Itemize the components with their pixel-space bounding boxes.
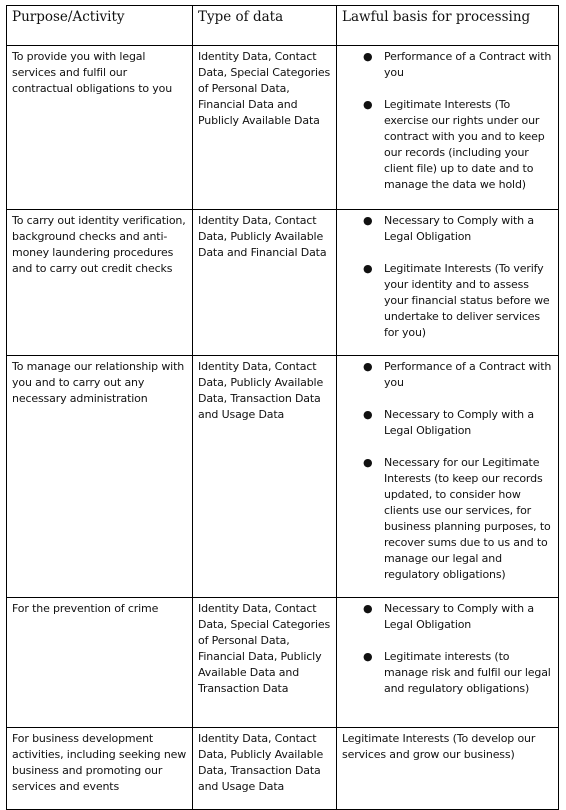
bullet-icon: ● — [363, 408, 373, 421]
bullet-icon: ● — [363, 50, 373, 63]
lawful-basis-cell — [337, 210, 559, 356]
data-type-cell: Identity Data, Contact Data, Special Categories of Personal Data, Financial Data and Publicly Available Data — [193, 46, 337, 210]
list-item — [363, 407, 553, 439]
purpose-cell: For the prevention of crime — [7, 598, 193, 728]
table-row — [7, 728, 559, 810]
basis-text: Performance of a Contract with you — [384, 360, 552, 389]
lawful-basis-cell — [337, 598, 559, 728]
basis-text: Performance of a Contract with you — [384, 50, 552, 79]
basis-text: Necessary to Comply with a Legal Obligation — [384, 214, 534, 243]
list-item — [363, 601, 553, 633]
bullet-icon: ● — [363, 214, 373, 227]
list-item — [363, 261, 553, 341]
purpose-cell: To carry out identity verification, background checks and anti-money laundering procedures and to carry out credit checks — [7, 210, 193, 356]
purpose-cell: For business development activities, including seeking new business and promoting our services and events — [7, 728, 193, 810]
bullet-icon: ● — [363, 650, 373, 663]
lawful-basis-list — [342, 213, 553, 341]
lawful-basis-list — [342, 49, 553, 193]
bullet-icon: ● — [363, 456, 373, 469]
table-row — [7, 598, 559, 728]
data-type-cell: Identity Data, Contact Data, Special Categories of Personal Data, Financial Data, Publicly Available Data and Transaction Data — [193, 598, 337, 728]
table-header-row — [7, 6, 559, 46]
basis-text: Necessary for our Legitimate Interests (to keep our records updated, to consider how clients use our services, for business planning purposes, to recover sums due to us and to manage our legal and regulatory obligations) — [384, 456, 551, 581]
table-row — [7, 210, 559, 356]
basis-text: Necessary to Comply with a Legal Obligation — [384, 602, 534, 631]
basis-text: Legitimate Interests (To verify your identity and to assess your financial status before we undertake to deliver services for you) — [384, 262, 550, 339]
table-row — [7, 46, 559, 210]
data-type-cell: Identity Data, Contact Data, Publicly Available Data, Transaction Data and Usage Data — [193, 728, 337, 810]
lawful-basis-cell — [337, 356, 559, 598]
list-item — [363, 649, 553, 697]
data-type-cell: Identity Data, Contact Data, Publicly Available Data and Financial Data — [193, 210, 337, 356]
lawful-basis-cell — [337, 46, 559, 210]
basis-text: Legitimate Interests (To exercise our rights under our contract with you and to keep our records (including your client file) up to date and to manage the data we hold) — [384, 98, 545, 191]
bullet-icon: ● — [363, 602, 373, 615]
header-data-type: Type of data — [193, 6, 337, 46]
lawful-basis-cell: Legitimate Interests (To develop our services and grow our business) — [337, 728, 559, 810]
bullet-icon: ● — [363, 98, 373, 111]
list-item — [363, 213, 553, 245]
basis-text: Necessary to Comply with a Legal Obligation — [384, 408, 534, 437]
list-item — [363, 455, 553, 583]
bullet-icon: ● — [363, 262, 373, 275]
table-row — [7, 356, 559, 598]
list-item — [363, 97, 553, 193]
lawful-basis-list — [342, 601, 553, 697]
data-type-cell: Identity Data, Contact Data, Publicly Available Data, Transaction Data and Usage Data — [193, 356, 337, 598]
basis-text: Legitimate interests (to manage risk and fulfil our legal and regulatory obligations) — [384, 650, 551, 695]
list-item — [363, 49, 553, 81]
lawful-basis-table — [6, 5, 559, 810]
list-item — [363, 359, 553, 391]
header-purpose: Purpose/Activity — [7, 6, 193, 46]
purpose-cell: To provide you with legal services and fulfil our contractual obligations to you — [7, 46, 193, 210]
lawful-basis-list — [342, 359, 553, 583]
purpose-cell: To manage our relationship with you and to carry out any necessary administration — [7, 356, 193, 598]
bullet-icon: ● — [363, 360, 373, 373]
header-lawful-basis: Lawful basis for processing — [337, 6, 559, 46]
